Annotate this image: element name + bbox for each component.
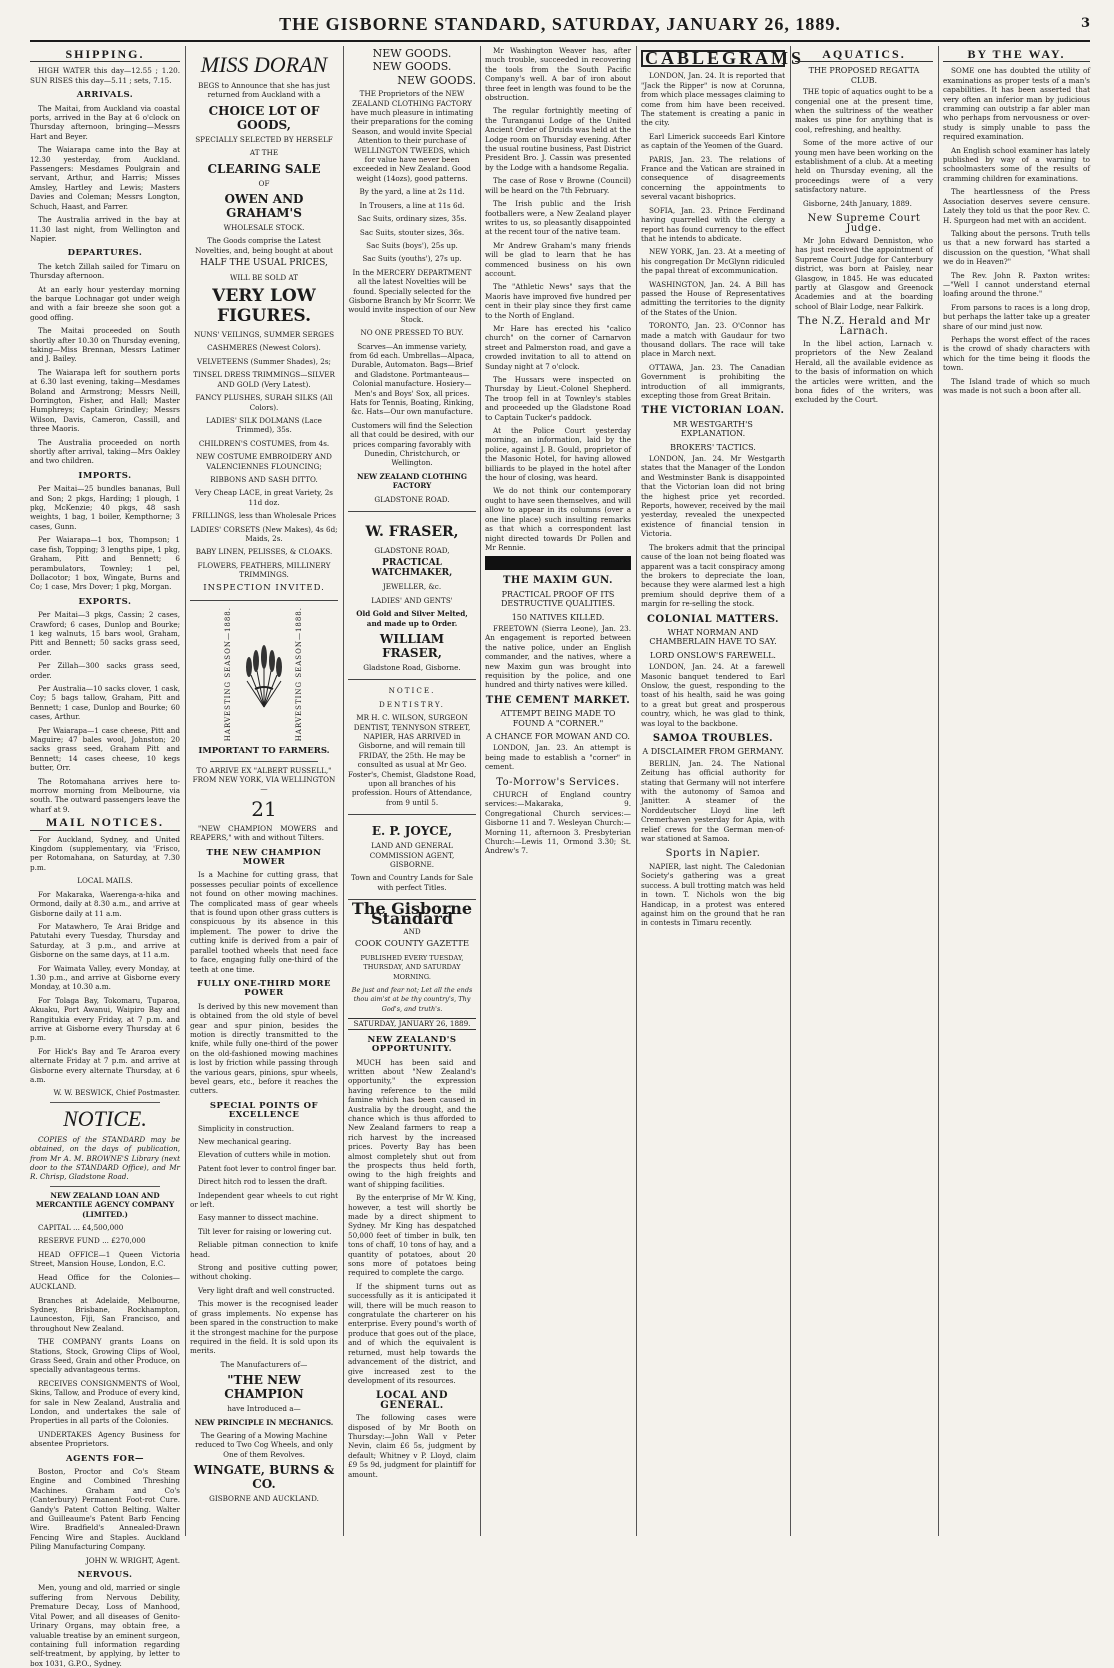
- nz-loan-capital: CAPITAL ... £4,500,000: [38, 1223, 124, 1233]
- goods-item: Very Cheap LACE, in great Variety, 2s 11d doz.: [195, 488, 333, 507]
- wholesale-stock: WHOLESALE STOCK.: [223, 223, 305, 233]
- news-item: Mr Washington Weaver has, after much trouble, succeeded in recovering the tools from the South Pacific Company's well. A bar of iron about three feet in length was found to be the obstruction.: [485, 46, 631, 103]
- joyce-advert: [348, 818, 476, 900]
- new-goods-2: NEW GOODS.: [372, 60, 452, 74]
- price-item: In Trousers, a line at 11s 6d.: [359, 200, 465, 210]
- mowers-line: "NEW CHAMPION MOWERS and REAPERS," with and without Tilters.: [190, 823, 338, 843]
- have-introduced: have Introduced a—: [227, 1404, 301, 1414]
- cablegrams-heading: CABLEGRAMS: [641, 50, 785, 67]
- editorial-paragraph: By the enterprise of Mr W. King, however, a test will shortly be made by a direct shipment to Sydney. Mr King has despatched 50,000 feet of timber in bulk, ten tons of chaff, 10 tons of hay, and a quantity of potatoes, about 20 sons more of potatoes being required to complete the cargo.: [348, 1193, 476, 1278]
- redaction-bar: [485, 556, 631, 570]
- nz-loan-body: UNDERTAKES Agency Business for absentee Proprietors.: [30, 1429, 180, 1449]
- nervous-body: Men, young and old, married or single suffering from Nervous Debility, Premature Decay, Loss of Manhood, Vital Power, and all diseases of Genito-Urinary Organs, may obtain free, a valuable treatise by an eminent surgeon, containing full information regarding self-treatment, by applying, by letter to box 1031, G.P.O., Sydney.: [30, 1583, 180, 1668]
- standard-nameplate: The Gisborne Standard: [351, 899, 473, 928]
- special-point: Independent gear wheels to cut right or left.: [190, 1190, 338, 1210]
- goods-item: FRILLINGS, less than Wholesale Prices: [191, 511, 337, 521]
- supreme-body: Mr John Edward Denniston, who has just received the appointment of Supreme Court Judge for Canterbury district, was born at Paisley, near Glasgow, in 1845. He was educated partly at Glasgow and Greenock Academies and at the boarding school of Blair Lodge, near Falkirk.: [795, 235, 933, 311]
- standard-date: SATURDAY, JANUARY 26, 1889.: [348, 1018, 476, 1029]
- samoa-sub: A DISCLAIMER FROM GERMANY.: [642, 747, 784, 757]
- aquatics-heading: AQUATICS.: [795, 50, 933, 62]
- ladies-gents: LADIES' AND GENTS': [371, 595, 453, 605]
- standard-publication: PUBLISHED EVERY TUESDAY, THURSDAY, AND SATURDAY MORNING.: [360, 953, 464, 981]
- price-item: Sac Suits (youths'), 27s up.: [362, 254, 462, 264]
- manufacturers: The Manufacturers of—: [220, 1359, 308, 1369]
- gearing: The Gearing of a Mowing Machine reduced to Two Cog Wheels, and only One of them Revolves.: [195, 1430, 333, 1459]
- fully-body: Is derived by this new movement than is obtained from the old style of bevel gear and spur pinion, besides the motion is directly transmitted to the knife, while fully one-third of the power on the old-fashioned mowing machines is lost by friction while passing through the various gears, pinions, spur wheels, bevel gears, etc., before it reaches the cutters.: [190, 1001, 338, 1096]
- maxim-sub: PRACTICAL PROOF OF ITS DESTRUCTIVE QUALITIES.: [501, 589, 615, 609]
- victorian-heading: THE VICTORIAN LOAN.: [641, 405, 785, 417]
- regatta-sub: THE PROPOSED REGATTA CLUB.: [808, 66, 920, 85]
- harvest-season-left: HARVESTING SEASON—1888.: [223, 607, 232, 742]
- standard-and: AND: [403, 927, 421, 937]
- mail-item: For Waimata Valley, every Monday, at 1.30 p.m., and arrive at Gisborne every Monday, at 10.30 a.m.: [30, 963, 180, 992]
- miss-doran-title: MISS DORAN: [200, 52, 328, 77]
- special-point: Elevation of cutters while in motion.: [198, 1150, 331, 1160]
- cable-item: SOFIA, Jan. 23. Prince Ferdinand having quarrelled with the clergy a report has found currency to the effect that he intends to abdicate.: [641, 205, 785, 243]
- arrival-item: The Maitai, from Auckland via coastal ports, arrived in the Bay at 6 o'clock on Thursday afternoon, bringing—Messrs Hart and Beyer.: [30, 103, 180, 141]
- cable-item: PARIS, Jan. 23. The relations of France and the Vatican are strained in consequence of disagreements concerning the appointments to several vacant bishoprics.: [641, 154, 785, 202]
- cement-body: LONDON, Jan. 23. An attempt is being made to establish a "corner" in cement.: [485, 743, 631, 772]
- goods-item: FLOWERS, FEATHERS, MILLINERY TRIMMINGS.: [197, 560, 331, 580]
- news-item: The "Athletic News" says that the Maoris have improved five hundred per cent in their play since they first came to the North of England.: [485, 282, 631, 320]
- column-rule: [343, 46, 344, 1536]
- column-doran-advert: [190, 46, 338, 1536]
- special-point: New mechanical gearing.: [198, 1137, 292, 1146]
- by-the-way-paragraph: The Island trade of which so much was made is not such a boon after all.: [943, 376, 1090, 395]
- of-label: OF: [258, 178, 270, 188]
- joyce-name: E. P. JOYCE,: [371, 824, 453, 839]
- harvest-illustration: [190, 607, 338, 741]
- news-item: Mr Andrew Graham's many friends will be glad to learn that he has commenced business on his own account.: [485, 240, 631, 278]
- harvest-season-right: HARVESTING SEASON—1888.: [295, 607, 303, 742]
- champion-heading: THE NEW CHAMPION MOWER: [206, 847, 322, 868]
- export-item: Per Waiarapa—1 case cheese, Pitt and Maguire; 47 bales wool, Johnston; 20 sacks grass seed, Graham Pitt and Bennett; 14 cases cheese, 10 kegs butter, Orr.: [30, 725, 180, 773]
- maxim-killed: 150 NATIVES KILLED.: [511, 612, 605, 622]
- goods-item: CASHMERES (Newest Colors).: [207, 343, 321, 353]
- supreme-heading: New Supreme Court Judge.: [807, 213, 921, 234]
- doran-announce: BEGS to Announce that she has just returned from Auckland with a: [198, 81, 330, 100]
- maxim-heading: THE MAXIM GUN.: [502, 575, 614, 587]
- nz-loan-body: Branches at Adelaide, Melbourne, Sydney, Brisbane, Rockhampton, Launceston, Fiji, San Francisco, and throughout New Zealand.: [30, 1295, 180, 1333]
- special-point: Strong and positive cutting power, without choking.: [190, 1263, 338, 1282]
- selected-by: SPECIALLY SELECTED BY HERSELF: [195, 134, 333, 144]
- very-low-figures: VERY LOW FIGURES.: [212, 286, 316, 327]
- exports-heading: EXPORTS.: [78, 596, 132, 607]
- colonial-sub: WHAT NORMAN AND CHAMBERLAIN HAVE TO SAY.: [649, 627, 777, 647]
- goods-item: LADIES' SILK DOLMANS (Lace Trimmed), 35s.: [206, 415, 322, 435]
- special-point: Very light draft and well constructed.: [198, 1285, 335, 1295]
- column-rule: [480, 46, 481, 1536]
- wheat-sheaf-icon: [239, 639, 289, 709]
- special-point: Easy manner to dissect machine.: [198, 1213, 319, 1223]
- fraser-advert: [348, 515, 476, 680]
- colonial-lord: LORD ONSLOW'S FAREWELL.: [650, 650, 776, 660]
- sports-heading: Sports in Napier.: [665, 848, 761, 860]
- mercery: In the MERCERY DEPARTMENT all the latest Novelties will be found. Specially selected for the Gisborne Branch by Mr Scorrr. We would invite inspection of our New Stock.: [348, 267, 476, 324]
- by-the-way-paragraph: The Rev. John R. Paxton writes:—"Well I cannot understand eternal loafing around the throne.": [943, 270, 1090, 299]
- goods-item: VELVETEENS (Summer Shades), 2s;: [197, 356, 331, 366]
- column-shipping: [30, 46, 180, 1668]
- mail-item: For Auckland, Sydney, and United Kingdom (supplementary, via 'Frisco, per Rotomahana, on Saturday, at 7.30 p.m.: [30, 834, 180, 872]
- dentist-advert: [348, 683, 476, 815]
- special-point: Simplicity in construction.: [198, 1123, 295, 1133]
- imports-heading: IMPORTS.: [78, 470, 132, 481]
- goods-item: NEW COSTUME EMBROIDERY AND VALENCIENNES FLOUNCING;: [196, 452, 332, 471]
- mail-item: For Matawhero, Te Arai Bridge and Patutahi every Tuesday, Thursday and Saturday, at 3 p.m., and arrive at Gisborne on the same days, at 11 a.m.: [30, 921, 180, 960]
- joyce-body: Town and Country Lands for Sale with perfect Titles.: [351, 873, 473, 892]
- maxim-body: FREETOWN (Sierra Leone), Jan. 23. An engagement is reported between the native police, under an English commander, and the natives, where a new Maxim gun was brought into requisition by the police, and one hundred and thirty natives were killed.: [485, 623, 631, 690]
- notice-heading: NOTICE.: [63, 1105, 147, 1131]
- special-point: Reliable pitman connection to knife head.: [190, 1240, 338, 1259]
- news-item: The Hussars were inspected on Thursday by Lieut.-Colonel Shepherd. The troop fell in at Townley's stables and proceeded up the Gladstone Road to Captain Tucker's paddock.: [485, 375, 631, 422]
- cable-item: LONDON, Jan. 24. It is reported that "Jack the Ripper" is now at Corunna, from which place messages claiming to come from him have been received. The statement is creating a panic in the city.: [641, 71, 785, 128]
- old-gold: Old Gold and Silver Melted, and made up to Order.: [356, 609, 468, 628]
- mail-item: LOCAL MAILS.: [77, 876, 133, 886]
- standard-motto: Be just and fear not; Let all the ends thou aim'st at be thy country's, Thy God's, and truth's.: [351, 986, 473, 1013]
- standard-gazette: COOK COUNTY GAZETTE: [354, 939, 470, 950]
- arrive-ex: TO ARRIVE EX "ALBERT RUSSELL," FROM NEW YORK, VIA WELLINGTON—: [192, 765, 336, 794]
- customers: Customers will find the Selection all that could be desired, with our prices comparing favorably with Dunedin, Christchurch, or Wellington.: [350, 420, 474, 468]
- no-one-pressed: NO ONE PRESSED TO BUY.: [360, 328, 464, 338]
- departure-item: The Australia proceeded on north shortly after arrival, taking—Mrs Oakley and two children.: [30, 437, 180, 466]
- tide-times: HIGH WATER this day—12.55 ; 1.20. SUN RISES this day—5.11 ; sets, 7.15.: [30, 66, 180, 85]
- services-heading: To-Morrow's Services.: [496, 776, 620, 788]
- column-rule: [185, 46, 186, 1536]
- wingate-location: GISBORNE AND AUCKLAND.: [209, 1494, 319, 1504]
- will-be-sold: WILL BE SOLD AT: [229, 272, 299, 282]
- news-item: The regular fortnightly meeting of the Turanganui Lodge of the United Ancient Order of Druids was held at the Lodge room on Thursday evening. After the usual routine business, Past District President Bro. J. Cassin was presented by the Lodge with a handsome Regalia.: [485, 106, 631, 172]
- masthead: [30, 10, 1090, 42]
- price-item: Sac Suits (boys'), 25s up.: [366, 240, 458, 250]
- services-body: CHURCH of England country services:—Makaraka, 9. Congregational Church services:—Gisborne 11 and 7. Wesleyan Church:—Morning 11, afternoon 3. Presbyterian Church:—Lewis 11, Ormond 3.30; St. Andrew's 7.: [485, 790, 631, 856]
- editorial-heading: NEW ZEALAND'S OPPORTUNITY.: [367, 1034, 457, 1055]
- by-the-way-paragraph: From parsons to races is a long drop, but perhaps the latter take up a greater share of our mind just now.: [943, 302, 1090, 331]
- export-item: Per Zillah—300 sacks grass seed, order.: [30, 661, 180, 680]
- cable-item: TORONTO, Jan. 23. O'Connor has made a match with Gaudaur for two thousand dollars. The race will take place in March next.: [641, 321, 785, 359]
- notice-body: COPIES of the STANDARD may be obtained, on the days of publication, from Mr A. M. BROWNE'S Library (next door to the STANDARD Office), and Mr R. Chrisp, Gladstone Road.: [30, 1134, 180, 1182]
- dentistry: DENTISTRY.: [379, 699, 445, 709]
- rotomahana-note: The Rotomahana arrives here to-morrow morning from Melbourne, via south. The outward passengers leave the wharf at 9.: [30, 776, 180, 814]
- editorial-paragraph: MUCH has been said and written about "New Zealand's opportunity," the expression having reference to the mild famine which has been caused in Australia by the drought, and the chance which is thus afforded to New Zealand farmers to reap a rich harvest by the increased prices. Poverty Bay has been almost completely shut out from the prospects thus held forth, owing to the high freights and want of shipping facilities.: [348, 1057, 476, 1189]
- goods-comprise: The Goods comprise the Latest Novelties, and, being bought at about: [195, 236, 333, 255]
- aquatics-paragraph: Some of the more active of our young men have been working on the establishment of a club. At a meeting held on Thursday evening, all the proceedings were of a very satisfactory nature.: [795, 138, 933, 195]
- nz-loan-reserve: RESERVE FUND ... £270,000: [38, 1236, 146, 1246]
- newspaper-title: THE GISBORNE STANDARD, SATURDAY, JANUARY 26, 1889.: [279, 14, 841, 34]
- nz-loan-body: RECEIVES CONSIGNMENTS of Wool, Skins, Tallow, and Produce of every kind, for sale in New Zealand, Australia and London, and undertakes the sale of Properties in all parts of the Colonies.: [30, 1378, 180, 1426]
- nz-loan-body: THE COMPANY grants Loans on Stations, Stock, Growing Clips of Wool, Grass Seed, Grain and other Produce, on specially advantageous terms.: [30, 1337, 180, 1375]
- column-by-the-way: [943, 46, 1090, 1536]
- news-item: We do not think our contemporary ought to have seen themselves, and will allow to appear in its columns (over a one line place) such insulting remarks as that which a correspondent last night directed towards Dr Pollen and Mr Rennie.: [485, 486, 631, 552]
- victorian-sub: MR WESTGARTH'S EXPLANATION.: [673, 419, 753, 439]
- goods-item: BABY LINEN, PELISSES, & CLOAKS.: [195, 547, 333, 557]
- at-the: AT THE: [249, 148, 279, 158]
- special-point: Tilt lever for raising or lowering cut.: [198, 1226, 332, 1236]
- colonial-body: LONDON, Jan. 24. At a farewell Masonic banquet tendered to Earl Onslow, the guest, responding to the toast of his health, said he was going to a great but great and prosperous country, which, he was glad to think, was loyal to the backbone.: [641, 662, 785, 728]
- departures-heading: DEPARTURES.: [67, 248, 143, 259]
- departure-item: The Maitai proceeded on South shortly after 10.30 on Thursday evening, taking—Miss Brennan, Messrs Latimer and J. Bailey.: [30, 326, 180, 364]
- export-item: Per Maitai—3 pkgs, Cassin; 2 cases, Crawford; 6 cases, Dunlop and Bourke; 1 keg walnuts, 15 bars wool, Graham, Pitt and Bennett; 50 sacks grass seed, order.: [30, 610, 180, 657]
- new-goods-1: NEW GOODS.: [372, 47, 452, 60]
- cement-sub: ATTEMPT BEING MADE TO FOUND A "CORNER.": [500, 709, 616, 728]
- column-local-news: [485, 46, 631, 1536]
- goods-item: RIBBONS AND SASH DITTO.: [210, 474, 318, 484]
- samoa-heading: SAMOA TROUBLES.: [652, 733, 774, 744]
- divider: [50, 1186, 160, 1187]
- by-the-way-paragraph: An English school examiner has lately published by way of a warning to schoolmasters some of the results of cramming children for examinations.: [943, 145, 1090, 183]
- page-number: 3: [1080, 16, 1090, 31]
- arrival-item: The Waiarapa came into the Bay at 12.30 yesterday, from Auckland. Passengers: Mesdames Poulgrain and servant, Arthur, and Harris; Misses Amsley, Hartley and Lewis; Masters Davies and Coleman; Messrs Longton, Schuch, Haast, and Farrer.: [30, 145, 180, 211]
- mail-heading: MAIL NOTICES.: [30, 818, 180, 830]
- fraser-address: GLADSTONE ROAD,: [374, 546, 450, 556]
- departure-item: The ketch Zillah sailed for Timaru on Thursday afternoon.: [30, 261, 180, 281]
- mail-item: For Makaraka, Waerenga-a-hika and Ormond, daily at 8.30 a.m., and arrive at Gisborne daily at 11 a.m.: [30, 889, 180, 918]
- goods-item: NUNS' VEILINGS, SUMMER SERGES: [193, 330, 335, 340]
- notice-small: NOTICE.: [388, 686, 436, 696]
- shipping-heading: SHIPPING.: [30, 50, 180, 62]
- half-prices: HALF THE USUAL PRICES,: [200, 258, 328, 269]
- column-rule: [790, 46, 791, 1536]
- aquatics-paragraph: Gisborne, 24th January, 1889.: [803, 198, 912, 208]
- price-item: Sac Suits, ordinary sizes, 35s.: [357, 214, 467, 224]
- clothing-advert: [348, 46, 476, 512]
- new-principle: NEW PRINCIPLE IN MECHANICS.: [194, 1417, 334, 1427]
- news-item: The Irish public and the Irish footballers were, a New Zealand player writes to us, so pleasantly disappointed at the recent tour of the native team.: [485, 199, 631, 237]
- dentist-body: MR H. C. WILSON, SURGEON DENTIST, TENNYSON STREET, NAPIER, HAS ARRIVED in Gisborne, and will remain till FRIDAY, the 25th. He may be consulted as usual at Mr Geo. Foster's, Chemist, Gladstone Road, upon all branches of his profession. Hours of Attendance, from 9 until 5.: [348, 713, 476, 807]
- column-aquatics: [795, 46, 933, 1536]
- news-item: At the Police Court yesterday morning, an information, laid by the police, against J. B. Gould, proprietor of the Masonic Hotel, for having allowed billiards to be played in the hotel after the hour of closing, was heard.: [485, 426, 631, 483]
- nervous-heading: NERVOUS.: [77, 1570, 133, 1581]
- local-heading: LOCAL AND GENERAL.: [375, 1390, 449, 1411]
- twenty-one: 21: [251, 796, 277, 821]
- fully-heading: FULLY ONE-THIRD MORE POWER: [197, 978, 331, 999]
- export-item: Per Australia—10 sacks clover, 1 cask, Coy; 5 bags tallow, Graham, Pitt and Bennett; 1 case, Dunlop and Bourke; 60 cases, Arthur.: [30, 683, 180, 722]
- divider: [50, 1102, 160, 1103]
- champion-body: Is a Machine for cutting grass, that possesses peculiar points of excellence not found on other mowing machines. The complicated mass of gear wheels that is found upon other grass cutters is conspicuous by its absence in this implement. The power to drive the cutting knife is derived from a pair of parallel toothed wheels that need face to face, engaging fully one-third of the teeth at one time.: [190, 870, 338, 974]
- price-item: By the yard, a line at 2s 11d.: [359, 187, 465, 197]
- mercery-list: Scarves—An immense variety, from 6d each. Umbrellas—Alpaca, Durable, Automaton. Bags—Brief and Gladstone. Portmanteaus—Colonial manufacture. Hosiery—Men's and Boys' Sox, all prices. Hats for Tennis, Boating, Rinking, &c. Hats—Our own manufacture.: [349, 341, 475, 417]
- divider: [210, 761, 318, 762]
- fraser-name: W. FRASER,: [365, 524, 459, 541]
- column-rule: [938, 46, 939, 1536]
- clothing-body: THE Proprietors of the NEW ZEALAND CLOTHING FACTORY have much pleasure in intimating their preparations for the coming Season, and would invite Special Attention to their purchase of WELLINGTON TWEEDS, which for value have never been exceeded in New Zealand. Good weight (14ozs), good patterns.: [350, 89, 474, 183]
- mail-item: For Tolaga Bay, Tokomaru, Tuparoa, Akuaku, Port Awanui, Waipiro Bay and Rangitukia every Friday, at 7 p.m. and arrive at Gisborne every Thursday at 6 p.m.: [30, 995, 180, 1043]
- wright-signature: JOHN W. WRIGHT, Agent.: [85, 1555, 180, 1565]
- special-heading: SPECIAL POINTS OF EXCELLENCE: [209, 1100, 319, 1121]
- special-point: Patent foot lever to control finger bar.: [198, 1163, 337, 1173]
- by-the-way-paragraph: Talking about the persons. Truth tells us that a new forward has started a discussion on the question, "What shall we do in Heaven?": [943, 228, 1090, 267]
- special-point: Direct hitch rod to lessen the draft.: [198, 1177, 328, 1187]
- agents-heading: AGENTS FOR—: [65, 1453, 145, 1464]
- arrivals-heading: ARRIVALS.: [76, 90, 134, 101]
- price-item: Sac Suits, stouter sizes, 36s.: [359, 227, 465, 237]
- cable-item: WASHINGTON, Jan. 24. A Bill has passed the House of Representatives admitting the territories to the dignity of the States of the Union.: [641, 279, 785, 317]
- postmaster: W. W. BESWICK, Chief Postmaster.: [53, 1088, 180, 1098]
- editorial-paragraph: If the shipment turns out as successfully as it is anticipated it will, there will be much reason to congratulate the charterer on his enterprise. Every pound's worth of produce that goes out of the place, and of which the equivalent is returned, must help towards the advancement of the district, and give increased zest to the development of its resources.: [348, 1281, 476, 1385]
- factory-road: GLADSTONE ROAD.: [374, 494, 450, 504]
- victorian-body: The brokers admit that the principal cause of the loan not being floated was apparent was a tacit conspiracy among the brokers to depreciate the loan, because they were alarmed lest a high premium should deprive them of a margin for re-selling the stock.: [641, 542, 785, 609]
- choice-lot: CHOICE LOT OF GOODS,: [208, 103, 320, 132]
- inspection-invited: INSPECTION INVITED.: [203, 582, 325, 593]
- victorian-brokers: BROKERS' TACTICS.: [670, 442, 756, 452]
- agents-body: Boston, Proctor and Co's Steam Engine and Combined Threshing Machines. Graham and Co's (Canterbury) Permanent Foot-rot Cure. Gandy's Patent Cotton Belting. Walter and Guilleaume's Patent Barb Fencing Wire. Bradfield's Annealed-Drawn Fencing Wire and Staples. Auckland Piling Manufacturing Company.: [30, 1467, 180, 1552]
- owen-graham: OWEN AND GRAHAM'S: [224, 192, 304, 221]
- doran-advert: [190, 46, 338, 601]
- wingate-burns: WINGATE, BURNS & CO.: [193, 1463, 335, 1492]
- goods-item: TINSEL DRESS TRIMMINGS—SILVER AND GOLD (Very Latest).: [193, 370, 335, 389]
- news-item: The case of Rose v Browne (Council) will be heard on the 7th February.: [485, 176, 631, 195]
- samoa-body: BERLIN, Jan. 24. The National Zeitung has official authority for stating that Germany will not interfere with the autonomy of Samoa and Janitter. A steamer of the Norddeutscher Lloyd line left Cremerhaven yesterday for Apia, with relief crews for the German men-of-war stationed at Samoa.: [641, 758, 785, 844]
- cement-heading: THE CEMENT MARKET.: [485, 694, 631, 706]
- nz-loan-title: NEW ZEALAND LOAN AND MERCANTILE AGENCY COMPANY (LIMITED.): [35, 1190, 175, 1219]
- william-address: Gladstone Road, Gisborne.: [363, 662, 461, 672]
- import-item: Per Waiarapa—1 box, Thompson; 1 case fish, Topping; 3 lengths pipe, 1 pkg, Graham, Pitt and Bennett; 6 perambulators, Townley; 1 pel, Dollacotor; 1 box, Wingate, Burns and Co; 1 case, Mrs Dover; 1 pkg, Morgan.: [30, 535, 180, 592]
- local-body: The following cases were disposed of by Mr Booth on Thursday:—John Wall v Peter Nevin, claim £6 5s, judgment by default; Whitney v P. Lloyd, claim £9 5s 9d, judgment for plaintiff for amount.: [348, 1413, 476, 1479]
- jeweller: JEWELLER, &c.: [382, 582, 442, 592]
- colonial-heading: COLONIAL MATTERS.: [646, 613, 780, 625]
- mail-item: For Hick's Bay and Te Araroa every alternate Friday at 7 p.m. and arrive at Gisborne every alternate Thursday, at 6 a.m.: [30, 1046, 180, 1084]
- cable-item: Earl Limerick succeeds Earl Kintore as captain of the Yeomen of the Guard.: [641, 131, 785, 151]
- column-cablegrams: [641, 46, 805, 1536]
- joyce-sub: LAND AND GENERAL COMMISSION AGENT, GISBORNE.: [369, 841, 455, 869]
- sports-body: NAPIER, last night. The Caledonian Society's gathering was a great success. A bull trotting match was held in town. T. Nichols won the big Handicap, in a protest was entered against him on the ground that he ran in contests in Timaru recently.: [641, 861, 785, 928]
- goods-item: LADIES' CORSETS (New Makes), 4s 6d; Maids, 2s.: [190, 524, 338, 543]
- cable-item: OTTAWA, Jan. 23. The Canadian Government is prohibiting the introduction of all immigrants, excepting those from Great Britain.: [641, 362, 785, 400]
- by-the-way-heading: BY THE WAY.: [943, 50, 1090, 62]
- by-the-way-paragraph: SOME one has doubted the utility of examinations as proper tests of a man's capabilities. It has been asserted that very often an inferior man by judicious cramming can outstrip a far abler man who perhaps from nervousness or over-study is simply unable to pass the required examination.: [943, 66, 1090, 142]
- column-clothing-editorial: [348, 46, 476, 1536]
- news-item: Mr Hare has erected his "calico church" on the corner of Carnarvon street and Palmerston road, and gave a crowded invitation to all to attend on Sunday night at 7 o'clock.: [485, 323, 631, 371]
- nz-loan-body: Head Office for the Colonies—AUCKLAND.: [30, 1272, 180, 1292]
- cement-chance: A CHANCE FOR MOWAN AND CO.: [486, 732, 630, 741]
- victorian-body: LONDON, Jan. 24. Mr Westgarth states that the Manager of the London and Westminster Bank is disappointed that the Victorian loan did not bring the highest price yet recorded. Reports, however, received by the mail yesterday, revealed the unexpected existence of financial tension in Victoria.: [641, 454, 785, 539]
- goods-item: FANCY PLUSHES, SURAH SILKS (All Colors).: [195, 393, 333, 412]
- column-rule: [636, 46, 637, 1536]
- champion-closing: This mower is the recognised leader of grass implements. No expense has been spared in the construction to make it the strongest machine for the purpose required in the field. It is sold upon its merits.: [190, 1299, 338, 1356]
- cable-item: NEW YORK, Jan. 23. At a meeting of his congregation Dr McGlynn ridiculed the papal threat of excommunication.: [641, 247, 785, 276]
- departure-item: At an early hour yesterday morning the barque Lochnagar got under weigh and with a fair breeze she soon got a good offing.: [30, 284, 180, 322]
- nz-herald-body: In the libel action, Larnach v. proprietors of the New Zealand Herald, all the available evidence as to the basis of information on which the articles were written, and the bona fides of the writers, was excluded by the Court.: [795, 338, 933, 405]
- import-item: Per Maitai—25 bundles bananas, Bull and Son; 2 pkgs, Harding; 1 plough, 1 pkg, McKenzie; 40 pkgs, 48 sash weights, 1 bag, 1 boiler, Kempthorne; 3 cases, Gunn.: [30, 484, 180, 531]
- departure-item: The Waiarapa left for southern ports at 6.30 last evening, taking—Mesdames Boland and Armstrong; Messrs Neill, Dorrington, Fisher, and Hall; Master Humphreys; Captain Grindley; Messrs Wilson, Davis, Cameron, Cassill, and three Maoris.: [30, 367, 180, 434]
- goods-item: CHILDREN'S COSTUMES, from 4s.: [198, 438, 330, 448]
- new-goods-3: NEW GOODS.: [397, 73, 476, 87]
- by-the-way-paragraph: Perhaps the worst effect of the races is the crowd of shady characters with which for the time being it floods the town.: [943, 334, 1090, 373]
- aquatics-paragraph: THE topic of aquatics ought to be a congenial one at the present time, when the sultriness of the weather makes us pine for anything that is cool, refreshing, and healthy.: [795, 87, 933, 134]
- new-champion-title: "THE NEW CHAMPION: [224, 1373, 304, 1402]
- clearing-sale: CLEARING SALE: [207, 161, 321, 176]
- practical-watchmaker: PRACTICAL WATCHMAKER,: [371, 558, 453, 578]
- factory-name: NEW ZEALAND CLOTHING FACTORY: [356, 471, 468, 491]
- william-fraser: WILLIAM FRASER,: [379, 631, 445, 660]
- important-farmers: IMPORTANT TO FARMERS.: [198, 746, 330, 757]
- nz-herald-heading: The N.Z. Herald and Mr Larnach.: [797, 316, 931, 337]
- arrival-item: The Australia arrived in the bay at 11.30 last night, from Wellington and Napier.: [30, 215, 180, 243]
- by-the-way-paragraph: The heartlessness of the Press Association deserves severe censure. Lately they told us that the poor Rev. C. H. Spurgeon had met with an accident.: [943, 187, 1090, 225]
- nz-loan-office: HEAD OFFICE—1 Queen Victoria Street, Mansion House, London, E.C.: [30, 1249, 180, 1269]
